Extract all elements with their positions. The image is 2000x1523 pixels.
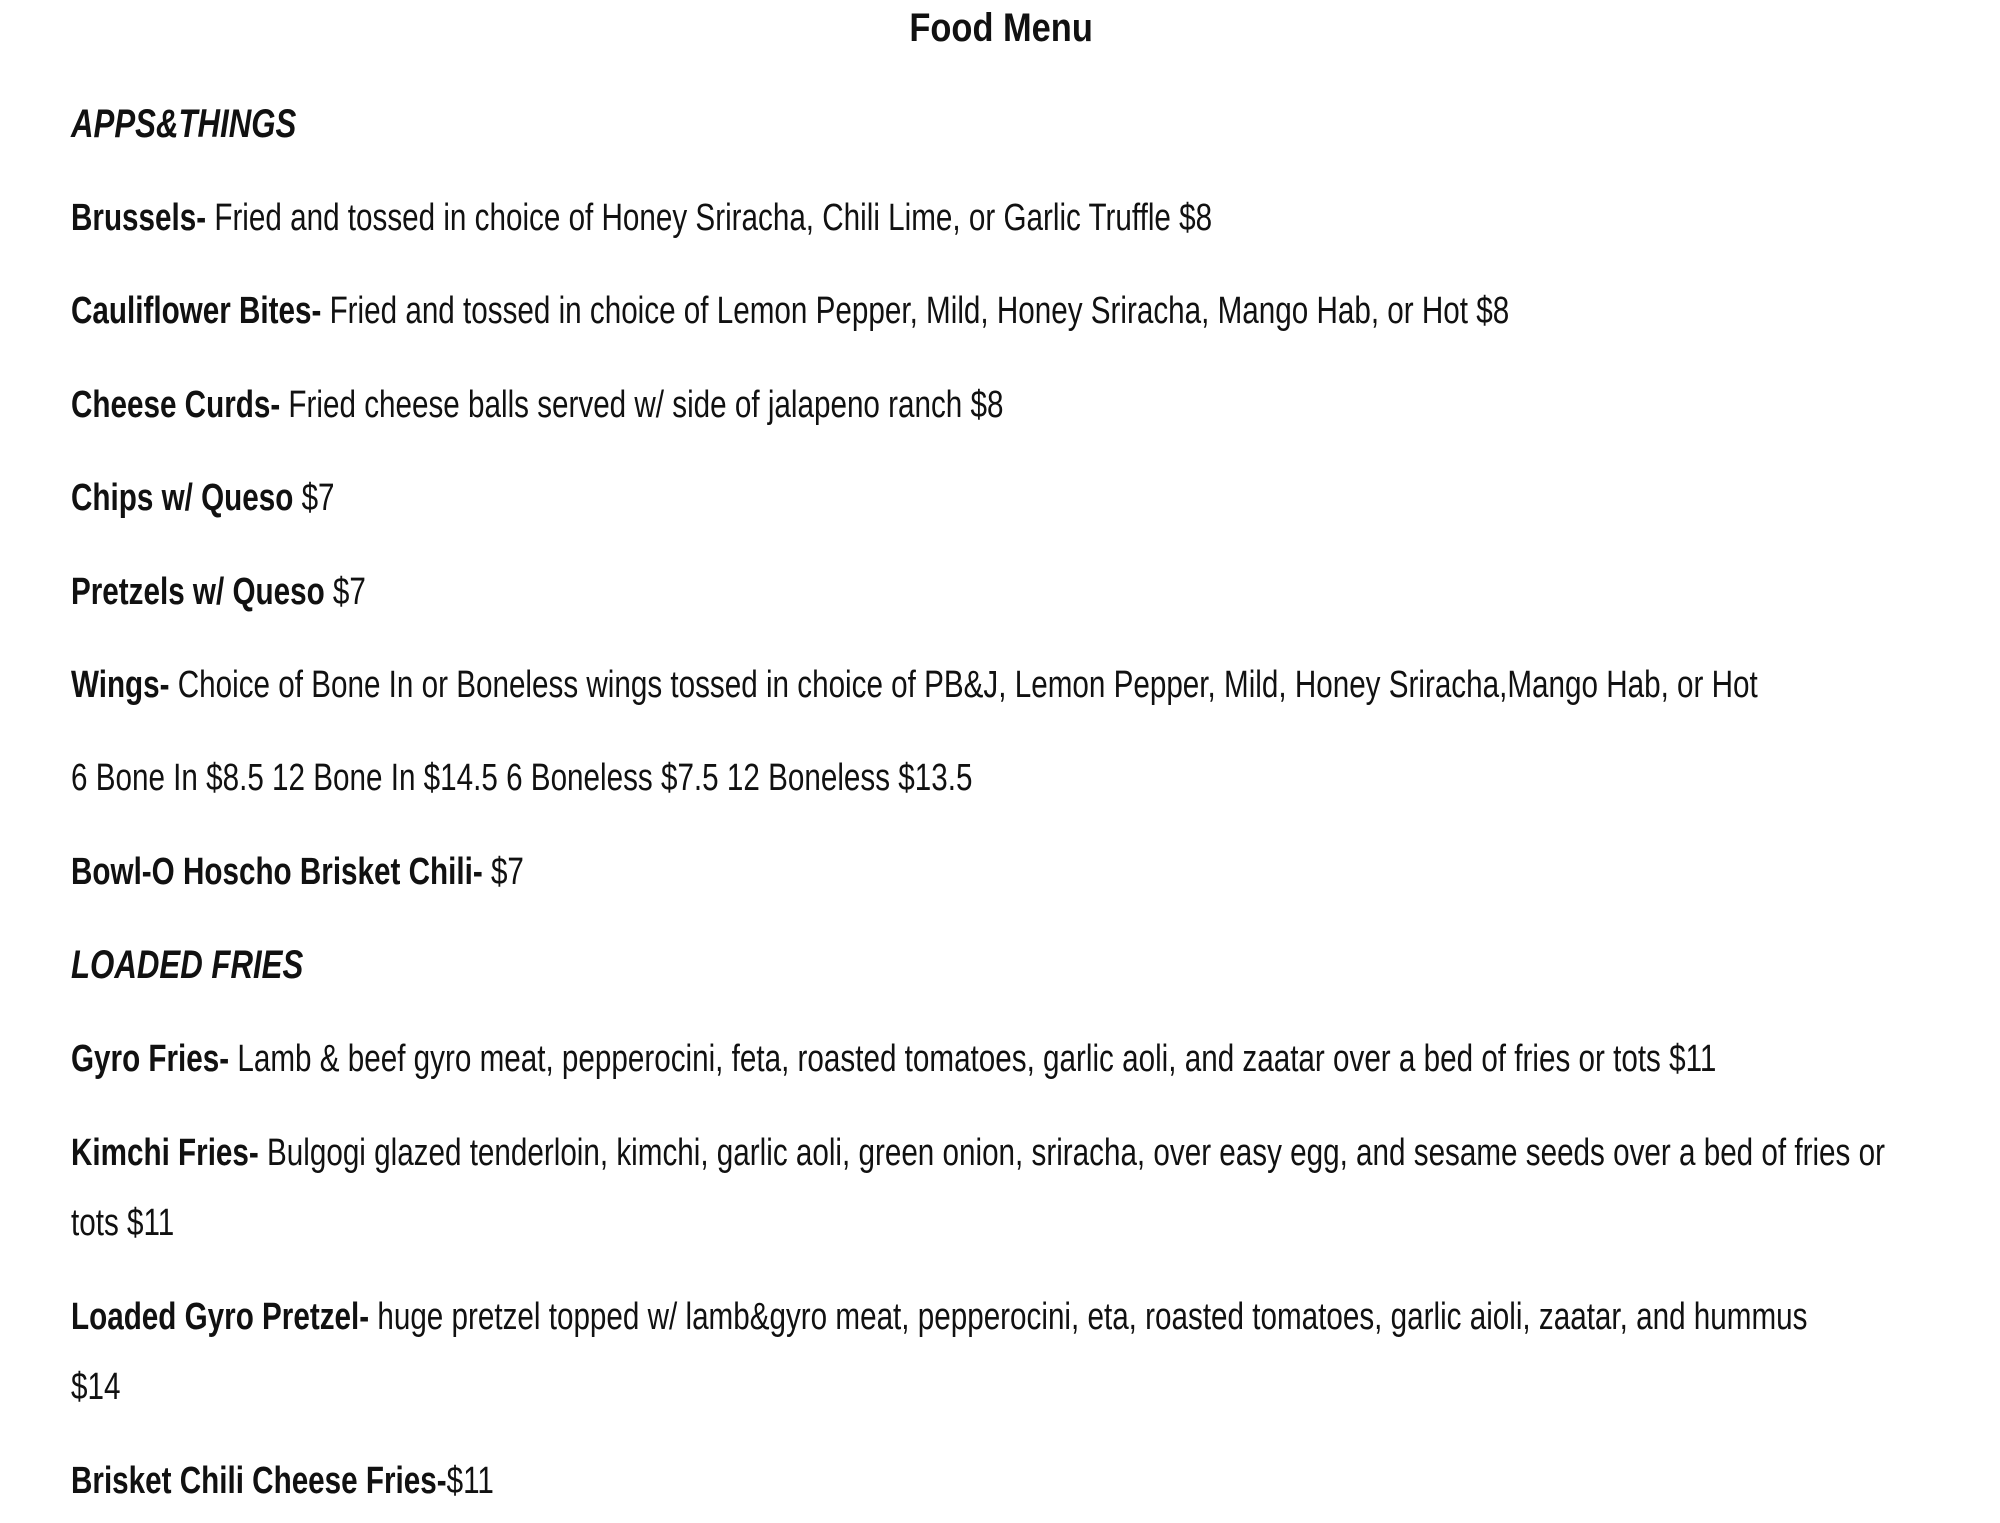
- item-name: Loaded Gyro Pretzel-: [71, 1296, 370, 1338]
- item-description: Choice of Bone In or Boneless wings tossed in choice of PB&J, Lemon Pepper, Mild, Honey Sriracha,Mango Hab, or Hot: [169, 664, 1758, 706]
- item-description: $7: [482, 851, 524, 893]
- item-description: $7: [324, 571, 366, 613]
- menu-item-brussels: [71, 195, 1553, 241]
- item-description: tots $11: [71, 1202, 175, 1244]
- item-name: Wings-: [71, 664, 170, 706]
- item-name: Kimchi Fries-: [71, 1132, 259, 1174]
- item-description: Lamb & beef gyro meat, pepperocini, feta, roasted tomatoes, garlic aoli, and zaatar over a bed of fries or tots $11: [229, 1038, 1717, 1080]
- item-name: Chips w/ Queso: [71, 477, 294, 519]
- menu-item-wings: [71, 662, 1758, 708]
- menu-item-wings-prices: [71, 755, 1553, 801]
- menu-item-pretzels-queso: [71, 569, 1553, 615]
- menu-item-brisket-chili-cheese-fries: [71, 1458, 1553, 1504]
- item-name: Cauliflower Bites-: [71, 290, 322, 332]
- item-name: Pretzels w/ Queso: [71, 571, 325, 613]
- menu-item-cheese-curds: [71, 382, 1553, 428]
- page-title: Food Menu: [909, 6, 1093, 50]
- item-description: 6 Bone In $8.5 12 Bone In $14.5 6 Boneless $7.5 12 Boneless $13.5: [71, 757, 973, 799]
- item-name: Gyro Fries-: [71, 1038, 230, 1080]
- section-heading-loaded-fries: LOADED FRIES: [71, 943, 304, 987]
- item-description: $14: [71, 1366, 121, 1408]
- item-name: Brisket Chili Cheese Fries-: [71, 1460, 447, 1502]
- menu-item-kimchi-fries-continued: [71, 1200, 1553, 1246]
- item-name: Cheese Curds-: [71, 384, 281, 426]
- menu-item-chips-queso: [71, 475, 1553, 521]
- menu-item-kimchi-fries: [71, 1130, 1885, 1176]
- item-description: $11: [446, 1460, 494, 1502]
- menu-item-cauliflower-bites: [71, 288, 1553, 334]
- menu-item-gyro-fries: [71, 1036, 1717, 1082]
- item-description: $7: [293, 477, 335, 519]
- item-description: Bulgogi glazed tenderloin, kimchi, garlic aoli, green onion, sriracha, over easy egg, and sesame seeds over a bed of fries or: [258, 1132, 1885, 1174]
- section-heading-apps: APPS&THINGS: [71, 102, 297, 146]
- item-name: Bowl-O Hoscho Brisket Chili-: [71, 851, 483, 893]
- menu-item-brisket-chili: [71, 849, 1553, 895]
- item-description: Fried and tossed in choice of Lemon Pepper, Mild, Honey Sriracha, Mango Hab, or Hot $8: [321, 290, 1510, 332]
- menu-item-loaded-gyro-pretzel: [71, 1294, 1808, 1340]
- item-description: Fried cheese balls served w/ side of jalapeno ranch $8: [280, 384, 1004, 426]
- menu-item-loaded-gyro-pretzel-continued: [71, 1364, 1553, 1410]
- item-description: huge pretzel topped w/ lamb&gyro meat, pepperocini, eta, roasted tomatoes, garlic aioli, zaatar, and hummus: [369, 1296, 1808, 1338]
- item-name: Brussels-: [71, 197, 207, 239]
- item-description: Fried and tossed in choice of Honey Sriracha, Chili Lime, or Garlic Truffle $8: [206, 197, 1213, 239]
